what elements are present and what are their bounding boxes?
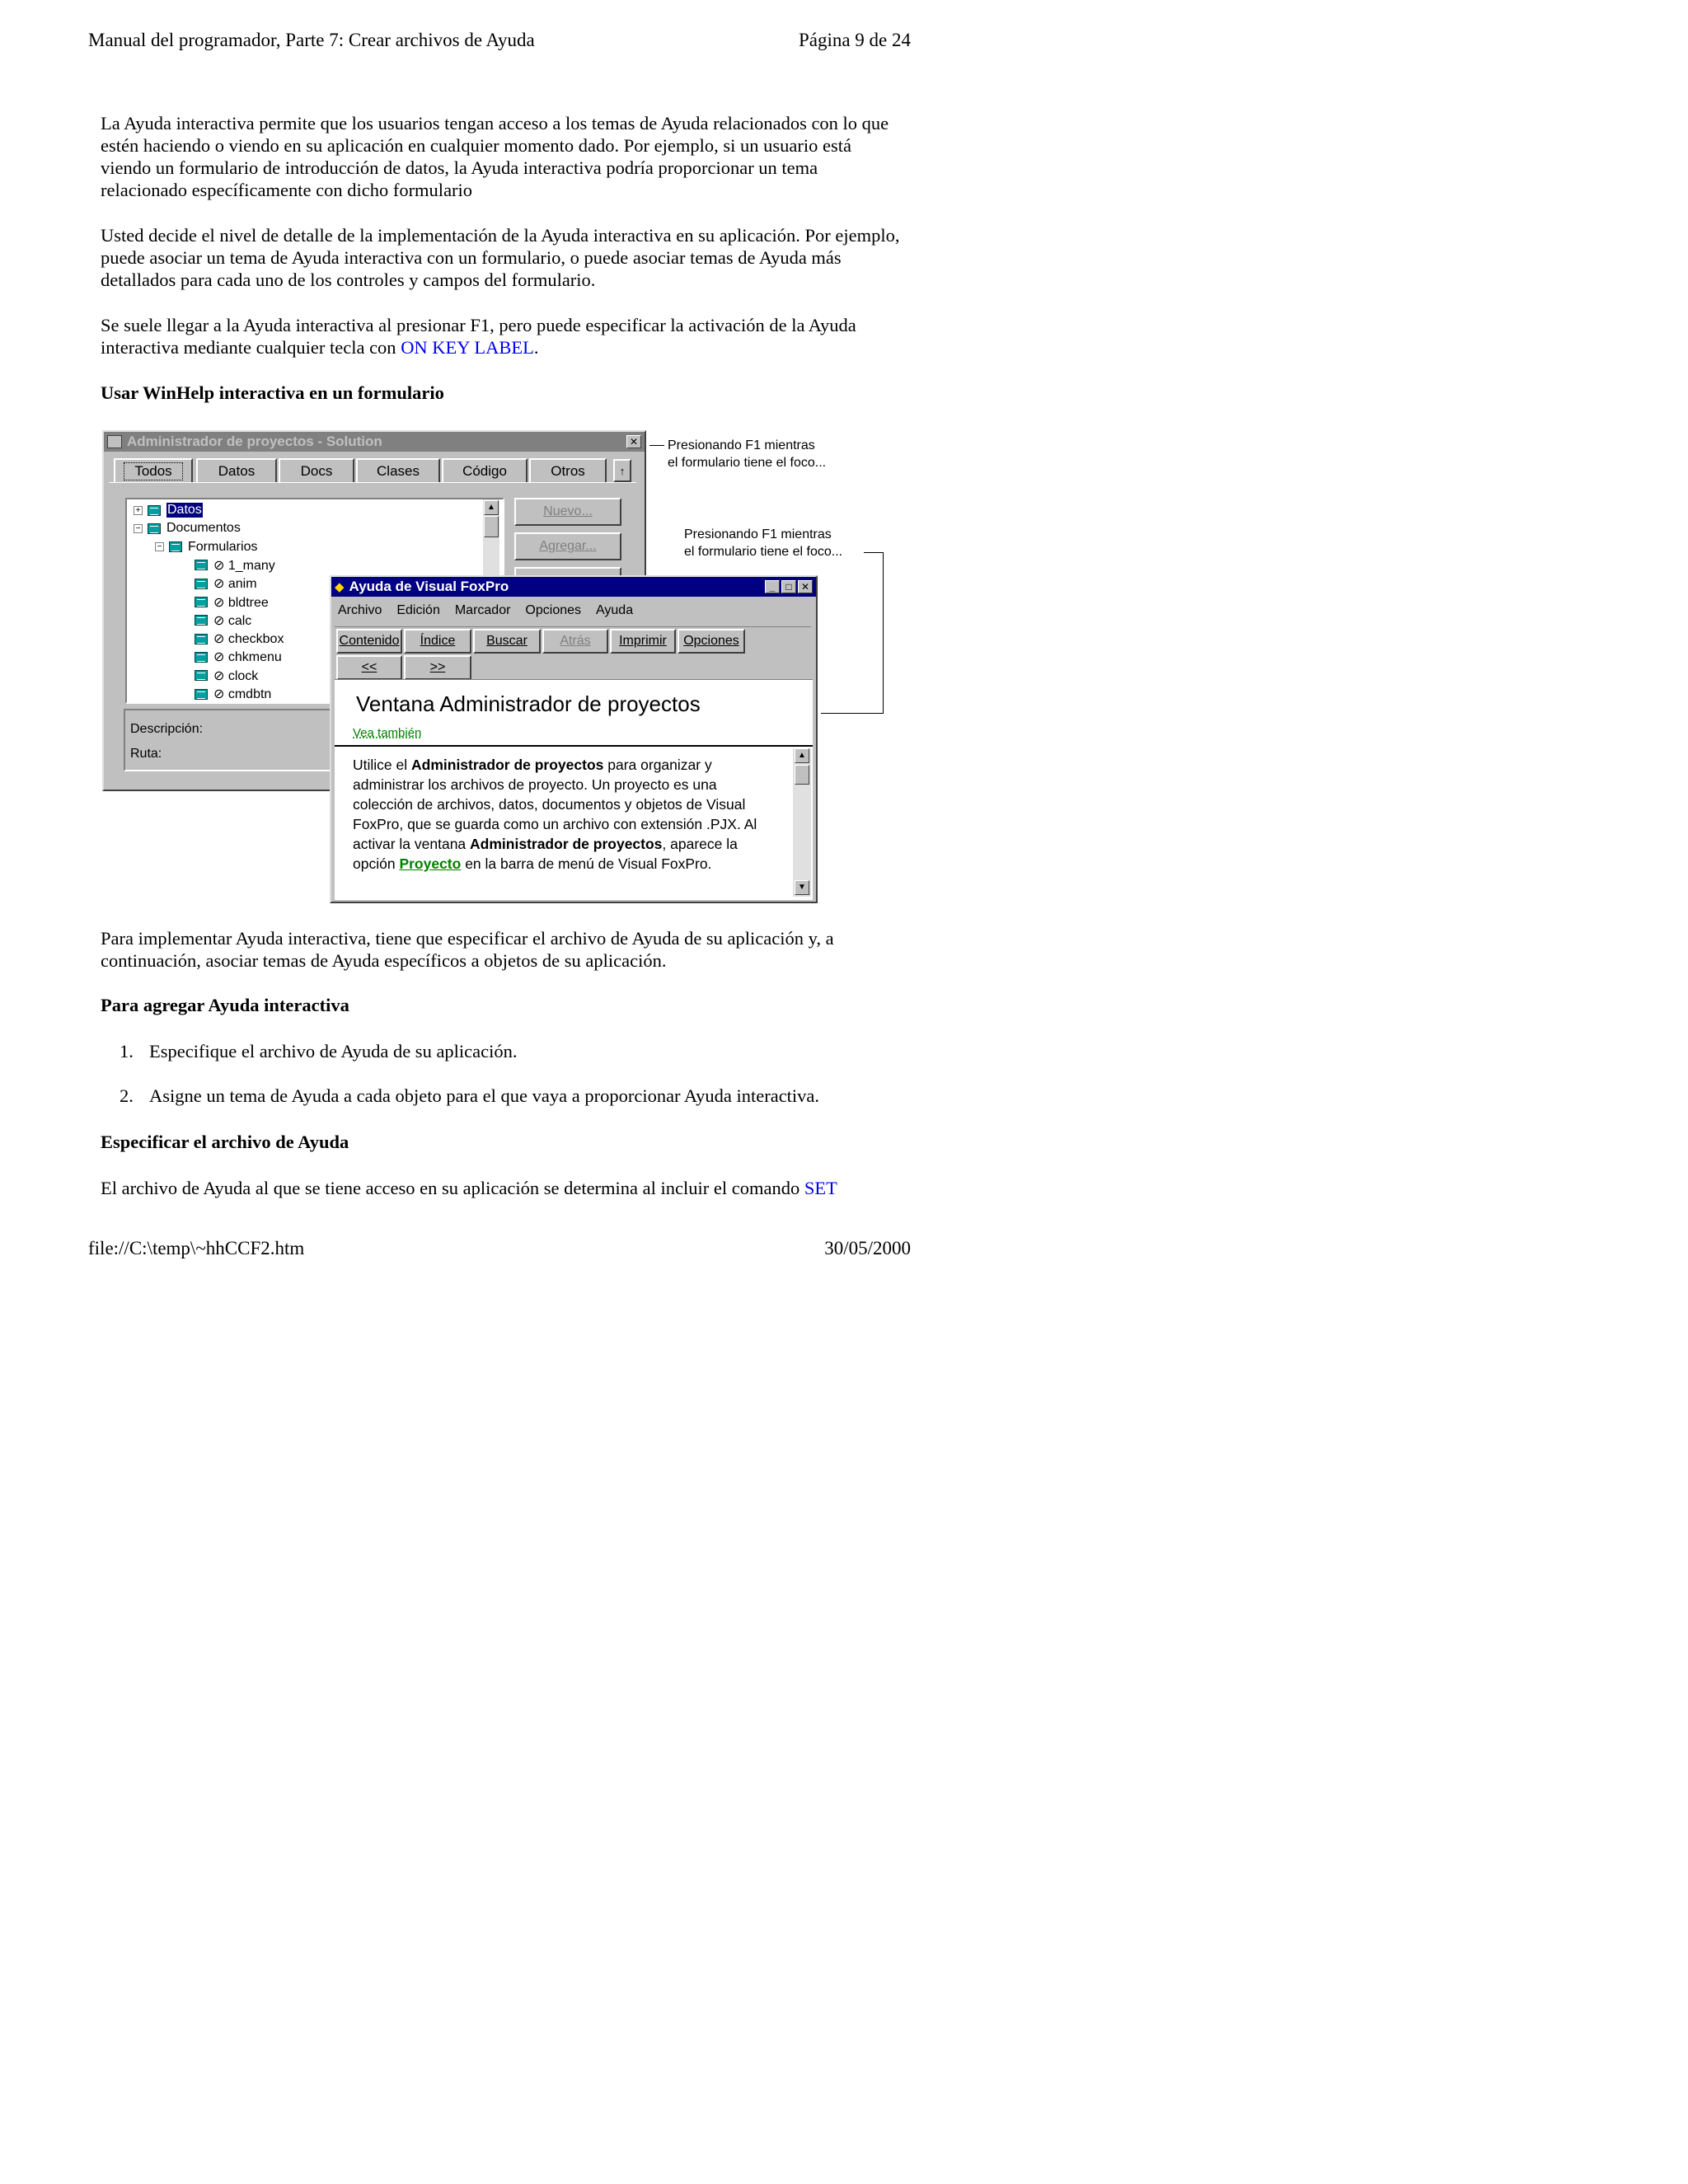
scroll-down-icon[interactable]: ▼ <box>795 880 809 895</box>
help-titlebar <box>331 577 816 597</box>
scroll-thumb[interactable] <box>484 516 499 537</box>
footer-date: 30/05/2000 <box>824 1238 911 1258</box>
menu-item[interactable]: Archivo <box>338 603 382 617</box>
nuevo-button[interactable] <box>514 498 621 526</box>
paragraph-text: Usted decide el nivel de detalle de la implementación de la Ayuda interactiva en su aplicación. Por ejemplo, puede asociar un tema de Ayuda interactiva con un formulario, o puede asociar temas de Ayuda más detallados para cada uno de los controles y campos del formulario. <box>101 225 900 290</box>
maximize-icon[interactable]: □ <box>781 580 796 593</box>
table-icon <box>195 689 208 700</box>
tree-item-label: Datos <box>167 503 202 517</box>
page-number: Página 9 de 24 <box>798 30 911 50</box>
collapse-arrow-button[interactable]: ↑ <box>613 459 631 482</box>
project-icon <box>107 435 122 448</box>
tab-label: Docs <box>300 463 333 479</box>
tree-item-label: ⊘ clock <box>213 668 259 683</box>
tree-item-label: ⊘ calc <box>213 613 252 628</box>
ruta-label: Ruta: <box>130 747 162 761</box>
button-label: Imprimir <box>619 634 667 648</box>
section-heading-winhelp: Usar WinHelp interactiva en un formulario <box>101 382 444 403</box>
table-icon <box>195 670 208 681</box>
table-icon <box>195 634 208 644</box>
scroll-up-icon[interactable]: ▲ <box>484 500 499 515</box>
callout-mid: Presionando F1 mientras el formulario tiene el foco... <box>684 527 843 559</box>
button-label: Nuevo... <box>543 504 593 518</box>
collapse-icon[interactable]: − <box>155 542 164 551</box>
list-item <box>120 1085 819 1107</box>
paragraph-text: Se suele llegar a la Ayuda interactiva al presionar F1, pero puede especificar la activación de la Ayuda interactiva mediante cualquier tecla con <box>101 315 856 358</box>
tab-label: Otros <box>551 463 585 479</box>
prev-topic-button[interactable] <box>336 655 402 680</box>
help-toolbar <box>335 626 811 680</box>
topic-header <box>335 679 813 746</box>
button-label: >> <box>429 660 446 674</box>
list-number: 1. <box>120 1041 134 1062</box>
tree-item[interactable] <box>195 593 269 612</box>
menu-item[interactable]: Edición <box>396 603 440 617</box>
topic-text-run: , aparece la opción <box>353 836 738 872</box>
button-label: << <box>361 660 377 674</box>
menu-item[interactable]: Ayuda <box>596 603 634 617</box>
tab-divider <box>109 482 636 483</box>
project-manager-title: Administrador de proyectos - Solution <box>127 434 382 449</box>
tab-codigo[interactable] <box>442 458 528 483</box>
imprimir-button[interactable] <box>610 629 676 654</box>
tree-item[interactable] <box>134 519 241 537</box>
tab-label: Código <box>462 463 507 479</box>
figure-interactive-help <box>101 429 892 907</box>
button-label: Opciones <box>683 634 739 648</box>
tree-item-label: ⊘ cmdbtn <box>213 687 272 701</box>
table-icon <box>169 541 182 552</box>
topic-text-bold: Administrador de proyectos <box>411 757 604 773</box>
help-window <box>330 575 818 903</box>
see-also-link[interactable]: Vea también <box>353 726 422 740</box>
close-icon[interactable]: ✕ <box>798 580 813 593</box>
section-heading-especificar: Especificar el archivo de Ayuda <box>101 1132 349 1152</box>
button-label: Buscar <box>486 634 528 648</box>
section-heading-agregar: Para agregar Ayuda interactiva <box>101 995 349 1015</box>
tab-clases[interactable] <box>356 458 440 483</box>
topic-text-run: para organizar y administrar los archivos de proyecto. Un proyecto es una colección de archivos, datos, documentos y objetos de Visual FoxPro, que se guarda como un archivo con extensión .PJX. Al activar la ventana <box>353 757 757 852</box>
list-item <box>120 1041 518 1062</box>
tab-label: Todos <box>124 462 182 480</box>
tab-label: Datos <box>218 463 256 479</box>
tree-item-label: ⊘ chkmenu <box>213 650 282 665</box>
tab-otros[interactable] <box>529 458 607 483</box>
scroll-thumb[interactable] <box>795 765 809 785</box>
callout-top: Presionando F1 mientras el formulario tiene el foco... <box>668 438 827 470</box>
table-icon <box>195 652 208 663</box>
paragraph-text: . <box>533 337 539 358</box>
indice-button[interactable] <box>404 629 471 654</box>
tree-item[interactable] <box>195 685 271 703</box>
topic-text-run: Utilice el <box>353 757 411 773</box>
tree-item-label: ⊘ bldtree <box>213 595 269 610</box>
proyecto-link[interactable]: Proyecto <box>399 855 462 872</box>
tree-item-label: ⊘ 1_many <box>213 558 275 573</box>
topic-text-run: en la barra de menú de Visual FoxPro. <box>461 855 712 872</box>
on-key-label-link[interactable]: ON KEY LABEL <box>401 337 534 358</box>
tree-item-label: Documentos <box>166 521 241 536</box>
descripcion-label: Descripción: <box>130 722 204 736</box>
foxpro-icon: ◆ <box>335 580 345 594</box>
tab-docs[interactable] <box>279 458 354 483</box>
topic-scrollbar[interactable] <box>793 748 811 897</box>
atras-button[interactable] <box>542 629 608 654</box>
paragraph-text: La Ayuda interactiva permite que los usuarios tengan acceso a los temas de Ayuda relacionados con lo que estén haciendo o viendo en su aplicación en cualquier momento dado. Por ejemplo, si un usuario está viendo un formulario de introducción de datos, la Ayuda interactiva podría proporcionar un tema relacionado específicamente con dicho formulario <box>101 113 889 200</box>
table-icon <box>148 523 161 534</box>
topic-title: Ventana Administrador de proyectos <box>356 691 701 716</box>
topic-text <box>353 755 765 874</box>
tree-item[interactable] <box>195 612 251 630</box>
footer-url: file://C:\temp\~hhCCF2.htm <box>88 1238 305 1258</box>
tree-item[interactable] <box>195 667 258 685</box>
table-icon <box>195 579 208 589</box>
tab-datos[interactable] <box>196 458 277 483</box>
paragraph-detail-level <box>101 224 900 291</box>
tab-label: Clases <box>377 463 420 479</box>
button-label: Agregar... <box>539 539 597 553</box>
opciones-button[interactable] <box>678 629 745 654</box>
tree-item-label: ⊘ anim <box>213 577 257 592</box>
button-label: Atrás <box>560 634 591 648</box>
tree-item[interactable] <box>195 630 284 648</box>
button-label: Contenido <box>339 634 400 648</box>
next-topic-button[interactable] <box>404 655 471 680</box>
callout-line-v <box>883 552 884 714</box>
contenido-button[interactable] <box>336 629 402 654</box>
close-icon[interactable]: ✕ <box>626 435 641 448</box>
tree-item-label: Formularios <box>188 539 258 554</box>
button-label: Índice <box>420 634 456 648</box>
tab-todos[interactable] <box>114 458 193 483</box>
list-number: 2. <box>120 1085 134 1106</box>
paragraph-activation <box>101 314 900 359</box>
help-title: Ayuda de Visual FoxPro <box>349 579 509 594</box>
table-icon <box>195 597 208 607</box>
paragraph-text: Para implementar Ayuda interactiva, tiene que especificar el archivo de Ayuda de su aplicación y, a continuación, asociar temas de Ayuda específicos a objetos de su aplicación. <box>101 928 834 971</box>
minimize-icon[interactable]: _ <box>765 580 780 593</box>
topic-text-bold: Administrador de proyectos <box>470 836 663 852</box>
paragraph-text: El archivo de Ayuda al que se tiene acceso en su aplicación se determina al incluir el comando <box>101 1178 804 1198</box>
table-icon <box>195 615 208 626</box>
expand-icon[interactable]: + <box>134 506 143 515</box>
tree-item-label: ⊘ checkbox <box>213 632 284 647</box>
topic-body <box>335 745 813 900</box>
callout-line-top <box>649 445 664 446</box>
buscar-button[interactable] <box>473 629 541 654</box>
paragraph-intro <box>101 112 900 201</box>
table-icon <box>195 560 208 570</box>
set-link[interactable]: SET <box>804 1178 837 1198</box>
tree-item[interactable] <box>195 648 282 666</box>
project-manager-titlebar <box>104 432 645 452</box>
menu-item[interactable]: Marcador <box>454 603 511 617</box>
page-header-title: Manual del programador, Parte 7: Crear archivos de Ayuda <box>88 30 535 50</box>
tree-item[interactable] <box>195 574 257 593</box>
tree-item[interactable] <box>134 501 203 519</box>
help-menubar <box>338 603 648 618</box>
tree-item[interactable] <box>195 556 275 574</box>
table-icon <box>148 505 161 516</box>
callout-line-h2 <box>821 713 884 714</box>
paragraph-implement <box>101 927 900 972</box>
scroll-up-icon[interactable]: ▲ <box>795 748 809 763</box>
tree-item[interactable] <box>155 538 257 556</box>
collapse-icon[interactable]: − <box>134 524 143 533</box>
agregar-button[interactable] <box>514 532 621 560</box>
paragraph-help-file <box>101 1177 908 1199</box>
list-text: Especifique el archivo de Ayuda de su aplicación. <box>149 1041 518 1062</box>
callout-line-h1 <box>864 552 884 553</box>
menu-item[interactable]: Opciones <box>525 603 582 617</box>
list-text: Asigne un tema de Ayuda a cada objeto para el que vaya a proporcionar Ayuda interactiva. <box>149 1085 820 1106</box>
